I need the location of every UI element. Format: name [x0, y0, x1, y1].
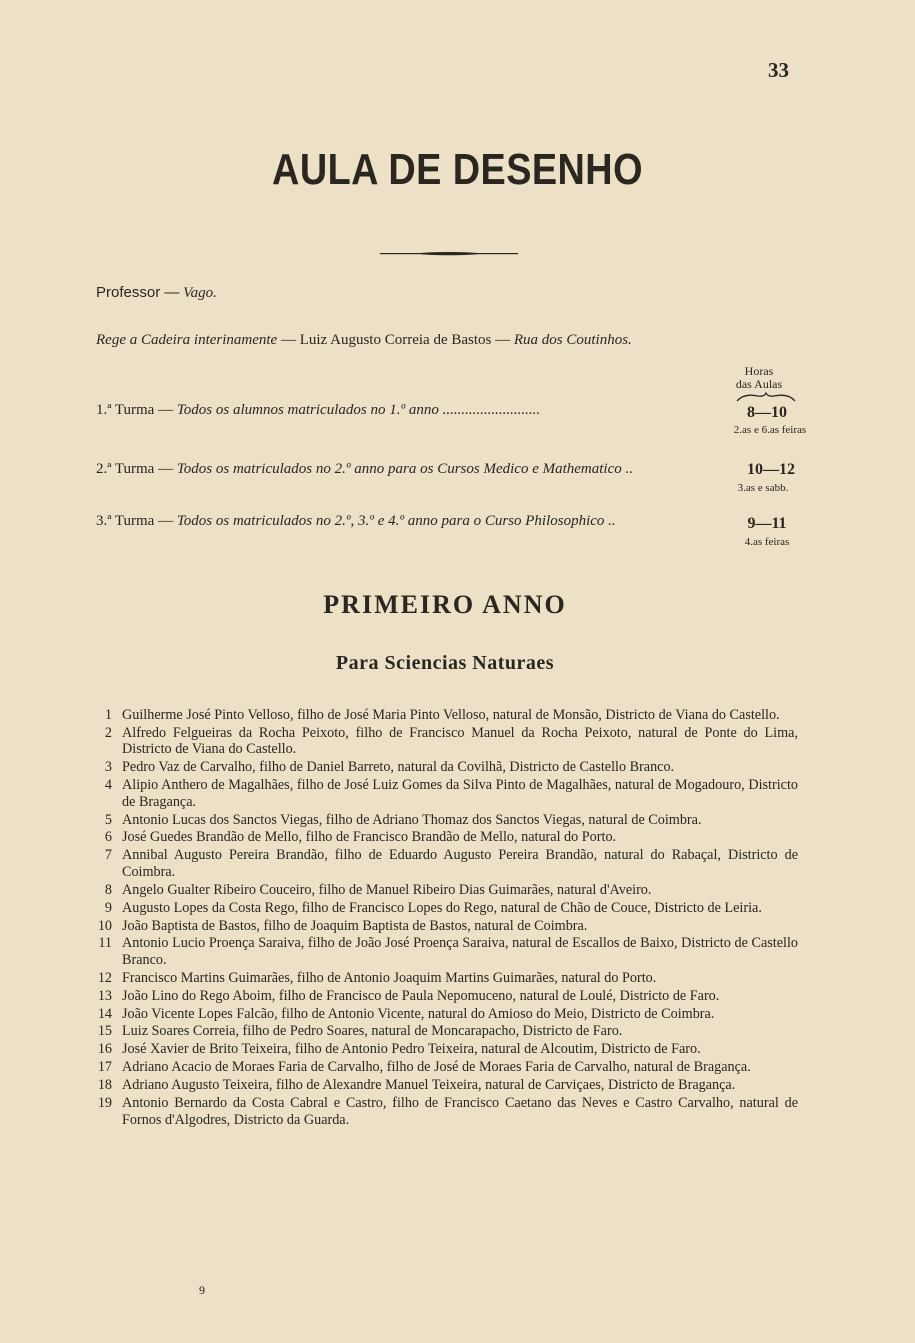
item-text: Adriano Augusto Teixeira, filho de Alexandre Manuel Teixeira, natural de Carviçaes, Districto de Bragança.	[122, 1077, 736, 1094]
list-item	[90, 882, 798, 899]
item-number: 16	[97, 1041, 112, 1058]
regente-name: — Luiz Augusto Correia de Bastos —	[280, 332, 511, 348]
list-item	[90, 935, 798, 968]
turma-hours: 8—10	[747, 404, 787, 421]
item-text: Alfredo Felgueiras da Rocha Peixoto, filho de Francisco Manuel da Rocha Peixoto, natural de Ponte do Lima, Districto de Viana do Castello.	[122, 724, 798, 758]
item-text: João Vicente Lopes Falcão, filho de Antonio Vicente, natural do Amioso do Meio, Districto de Coimbra.	[122, 1005, 715, 1022]
signature-mark: 9	[199, 1283, 205, 1297]
page-title: AULA DE DESENHO	[272, 145, 643, 194]
list-item	[90, 1077, 798, 1094]
turma-1	[96, 402, 540, 419]
item-text: Adriano Acacio de Moraes Faria de Carvalho, filho de José de Moraes Faria de Carvalho, natural de Bragança.	[122, 1059, 751, 1076]
item-text: Francisco Martins Guimarães, filho de Antonio Joaquim Martins Guimarães, natural do Porto.	[122, 969, 657, 986]
turma-desc: Todos os matriculados no 2.º, 3.º e 4.º anno para o Curso Philosophico ..	[176, 513, 616, 529]
item-number: 4	[104, 777, 112, 794]
turma-days: 3.as e sabb.	[737, 482, 789, 494]
item-text: Antonio Lucio Proença Saraiva, filho de João José Proença Saraiva, natural de Escallos de Baixo, Districto de Castello Branco.	[122, 935, 798, 968]
item-number: 15	[97, 1023, 112, 1040]
item-number: 5	[104, 811, 112, 828]
item-text: José Guedes Brandão de Mello, filho de Francisco Brandão de Mello, natural do Porto.	[122, 829, 617, 846]
brace-icon	[736, 392, 796, 402]
item-text: Alipio Anthero de Magalhães, filho de José Luiz Gomes da Silva Pinto de Magalhães, natural de Mogadouro, Districto de Bragança.	[122, 777, 798, 810]
item-text: José Xavier de Brito Teixeira, filho de Antonio Pedro Teixeira, natural de Alcoutim, Districto de Faro.	[122, 1041, 701, 1058]
turma-3	[96, 513, 616, 530]
item-text: João Lino do Rego Aboim, filho de Francisco de Paula Nepomuceno, natural de Loulé, Districto de Faro.	[122, 987, 720, 1004]
section-subtitle: Para Sciencias Naturaes	[335, 652, 555, 674]
item-number: 18	[97, 1077, 112, 1094]
hours-header	[722, 365, 796, 391]
hours-header-line-1: Horas	[744, 364, 774, 378]
professor-value: Vago.	[183, 285, 217, 301]
item-number: 13	[97, 987, 112, 1004]
turma-label: 3.ª Turma —	[96, 513, 174, 529]
list-item	[90, 970, 798, 987]
turma-hours: 9—11	[747, 515, 787, 532]
item-number: 17	[97, 1059, 112, 1076]
item-number: 19	[97, 1095, 112, 1112]
list-item	[90, 1041, 798, 1058]
item-text: Antonio Lucas dos Sanctos Viegas, filho de Adriano Thomaz dos Sanctos Viegas, natural de Coimbra.	[122, 811, 702, 828]
item-number: 8	[104, 881, 112, 898]
turma-label: 2.ª Turma —	[96, 461, 174, 477]
turma-label: 1.ª Turma —	[96, 402, 174, 418]
item-number: 12	[97, 969, 112, 986]
turma-desc: Todos os matriculados no 2.º anno para os Cursos Medico e Mathematico ..	[176, 461, 634, 477]
list-item	[90, 759, 798, 776]
item-number: 11	[98, 935, 112, 952]
list-item	[90, 847, 798, 880]
item-number: 3	[104, 759, 112, 776]
item-text: Luiz Soares Correia, filho de Pedro Soares, natural de Moncarapacho, Districto de Faro.	[122, 1023, 623, 1040]
list-item	[90, 1006, 798, 1023]
student-list	[90, 707, 798, 1129]
turma-2	[96, 461, 633, 478]
item-text: Pedro Vaz de Carvalho, filho de Daniel Barreto, natural da Covilhã, Districto de Castello Branco.	[122, 759, 675, 776]
list-item	[90, 1095, 798, 1128]
list-item	[90, 777, 798, 810]
item-text: Augusto Lopes da Costa Rego, filho de Francisco Lopes do Rego, natural de Chão de Couce, Districto de Leiria.	[122, 899, 762, 916]
item-text: Antonio Bernardo da Costa Cabral e Castro, filho de Francisco Caetano das Neves e Castro Carvalho, natural de Fornos d'Algodres, Districto da Guarda.	[122, 1095, 798, 1128]
item-text: Angelo Gualter Ribeiro Couceiro, filho de Manuel Ribeiro Dias Guimarães, natural d'Aveiro.	[122, 881, 652, 898]
professor-label: Professor —	[96, 284, 180, 301]
list-item	[90, 1023, 798, 1040]
item-number: 14	[97, 1005, 112, 1022]
list-item	[90, 1059, 798, 1076]
turma-desc: Todos os alumnos matriculados no 1.º anno ..........................	[176, 402, 541, 418]
item-text: Annibal Augusto Pereira Brandão, filho de Eduardo Augusto Pereira Brandão, natural do Rabaçal, Districto de Coimbra.	[122, 847, 798, 880]
professor-line	[96, 284, 217, 302]
regente-label: Rege a Cadeira interinamente	[96, 332, 278, 348]
list-item	[90, 707, 798, 724]
item-number: 7	[104, 847, 112, 864]
ornamental-rule	[380, 252, 518, 256]
item-number: 10	[97, 917, 112, 934]
regente-address: Rua dos Coutinhos.	[513, 332, 632, 348]
hours-header-line-2: das Aulas	[735, 377, 783, 391]
list-item	[90, 725, 798, 758]
item-text: Guilherme José Pinto Velloso, filho de José Maria Pinto Velloso, natural de Monsão, Districto de Viana do Castello.	[122, 707, 780, 723]
regente-line	[96, 332, 632, 349]
item-number: 2	[104, 724, 112, 741]
item-number: 6	[104, 829, 112, 846]
list-item	[90, 988, 798, 1005]
item-number: 9	[104, 899, 112, 916]
item-text: João Baptista de Bastos, filho de Joaquim Baptista de Bastos, natural de Coimbra.	[122, 917, 588, 934]
list-item	[90, 829, 798, 846]
list-item	[90, 812, 798, 829]
item-number: 1	[104, 707, 112, 723]
turma-days: 2.as e 6.as feiras	[733, 424, 807, 436]
turma-hours: 10—12	[747, 461, 795, 478]
turma-days: 4.as feiras	[744, 536, 790, 548]
page-number: 33	[768, 58, 789, 82]
list-item	[90, 900, 798, 917]
list-item	[90, 918, 798, 935]
section-title: PRIMEIRO ANNO	[323, 590, 567, 619]
